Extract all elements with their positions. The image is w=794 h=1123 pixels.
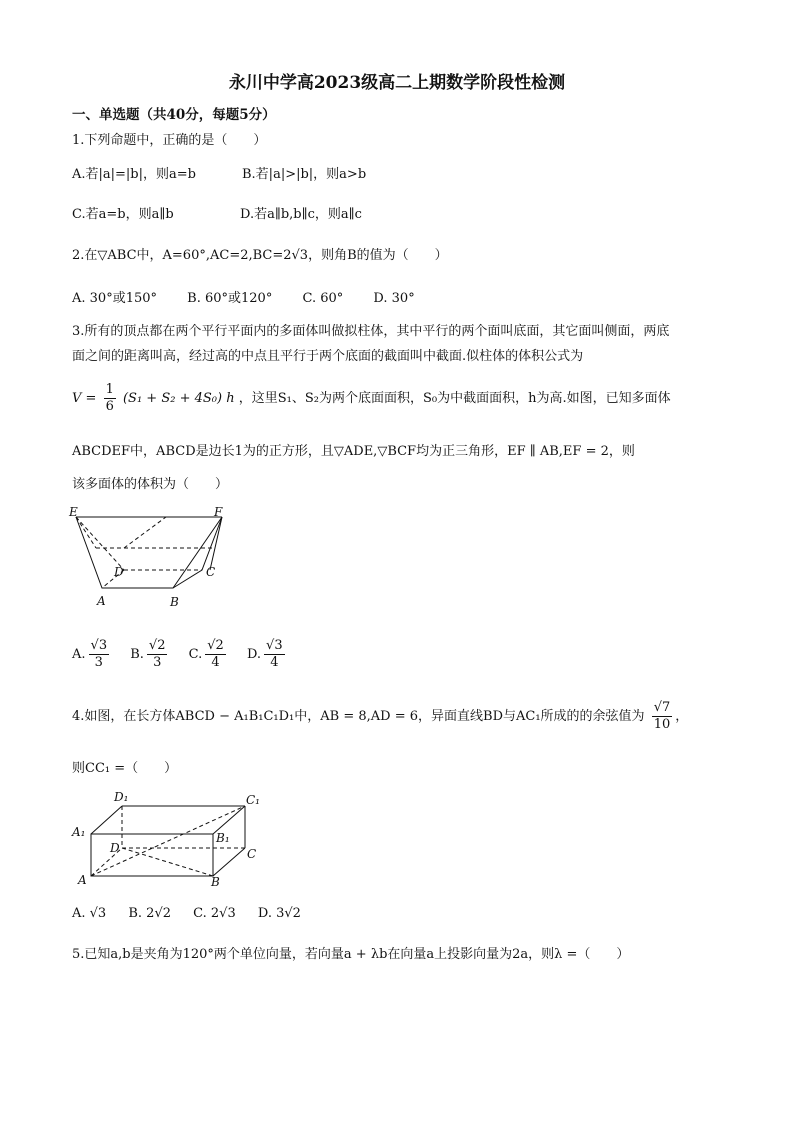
cuboid-figure (66, 786, 276, 891)
q3-option-a-den: 3 (94, 655, 103, 670)
q4-fraction-num: √7 (653, 700, 671, 715)
q3-option-d-label: D. (246, 647, 262, 662)
q3-line-4: ABCDEF中，ABCD是边长1为的正方形，且▽ADE,▽BCF均为正三角形，EF ∥ AB,EF = 2，则 (72, 444, 635, 459)
formula-fraction (104, 382, 116, 415)
q2-options (72, 290, 441, 308)
q3-option-b (130, 638, 174, 670)
fig3-label-a: A (97, 594, 106, 608)
q3-option-c-label: C. (188, 647, 203, 662)
q3-line-2: 面之间的距离叫高，经过高的中点且平行于两个底面的截面叫中截面.似柱体的体积公式为 (72, 349, 584, 364)
q3-option-c-num: √2 (207, 638, 224, 653)
fig4-label-d: D (110, 841, 120, 855)
fig4-label-b1: B₁ (216, 831, 230, 845)
q4-stem: 4.如图，在长方体ABCD − A₁B₁C₁D₁中，AB = 8,AD = 6，异面直线BD与AC₁所成的的余弦值为 (72, 709, 645, 724)
q5-stem: 5.已知a,b是夹角为120°两个单位向量，若向量a + λb在向量a上投影向量为2a，则λ =（ ） (72, 947, 630, 962)
q3-option-c-den: 4 (211, 655, 220, 670)
fig4-label-c1: C₁ (246, 793, 260, 807)
q1-stem: 1.下列命题中，正确的是（ ） (72, 133, 267, 148)
q3-option-d-den: 4 (270, 655, 279, 670)
q3-option-d (246, 638, 288, 670)
q4-option-c: C. 2√3 (193, 906, 236, 921)
fig3-label-b: B (170, 595, 179, 609)
q3-option-c (188, 638, 233, 670)
formula-text: ，这里S₁、S₂为两个底面面积，S₀为中截面面积，h为高.如图，已知多面体 (238, 391, 671, 406)
fig3-label-c: C (206, 565, 216, 579)
q1-option-a: A.若|a|=|b|，则a=b (72, 167, 196, 182)
q4-tail: ， (675, 709, 689, 724)
q2-option-b: B. 60°或120° (187, 291, 273, 306)
q3-option-a-num: √3 (90, 638, 108, 653)
fig4-label-d1: D₁ (114, 790, 129, 804)
q4-line-2: 则CC₁ =（ ） (72, 761, 178, 776)
q3-option-b-label: B. (130, 647, 144, 662)
fig4-label-b: B (211, 875, 220, 889)
q4-option-d: D. 3√2 (257, 906, 301, 921)
fig3-label-d: D (114, 565, 124, 579)
fig4-label-c: C (247, 847, 257, 861)
q4-stem-line (72, 700, 688, 733)
formula-rest: (S₁ + S₂ + 4S₀) h (122, 391, 235, 406)
formula-numerator: 1 (105, 382, 114, 397)
q1-option-b: B.若|a|>|b|，则a>b (242, 167, 367, 182)
q1-option-d: D.若a∥b,b∥c，则a∥c (240, 207, 362, 222)
q2-option-c: C. 60° (302, 291, 344, 306)
fig4-label-a: A (78, 873, 87, 887)
q3-line-1: 3.所有的顶点都在两个平行平面内的多面体叫做拟柱体，其中平行的两个面叫底面，其它面叫侧面，两底 (72, 324, 670, 339)
q4-options (72, 905, 301, 923)
fig3-label-f: F (214, 505, 223, 519)
q4-fraction (652, 700, 673, 733)
q3-formula-line (72, 382, 671, 415)
q4-fraction-den: 10 (653, 717, 671, 732)
q3-option-d-num: √3 (266, 638, 283, 653)
q1-option-c: C.若a=b，则a∥b (72, 207, 174, 222)
section-heading: 一、单选题（共40分，每题5分） (72, 107, 276, 123)
q2-stem: 2.在▽ABC中，A=60°,AC=2,BC=2√3，则角B的值为（ ） (72, 248, 448, 263)
fig4-label-a1: A₁ (72, 825, 86, 839)
q3-option-b-num: √2 (148, 638, 166, 653)
polyhedron-figure (66, 500, 246, 615)
q3-line-5: 该多面体的体积为（ ） (72, 477, 229, 492)
q4-option-a: A. √3 (72, 906, 107, 921)
fig3-label-e: E (69, 505, 78, 519)
q3-option-a (72, 638, 116, 670)
q3-options (72, 638, 288, 671)
q3-option-a-label: A. (72, 647, 86, 662)
q2-option-a: A. 30°或150° (72, 291, 158, 306)
formula-lhs: V = (72, 391, 97, 406)
q3-option-b-den: 3 (153, 655, 162, 670)
q2-option-d: D. 30° (373, 291, 415, 306)
formula-denominator: 6 (105, 399, 114, 414)
q4-option-b: B. 2√2 (128, 906, 172, 921)
page-title: 永川中学高2023级高二上期数学阶段性检测 (228, 73, 566, 93)
